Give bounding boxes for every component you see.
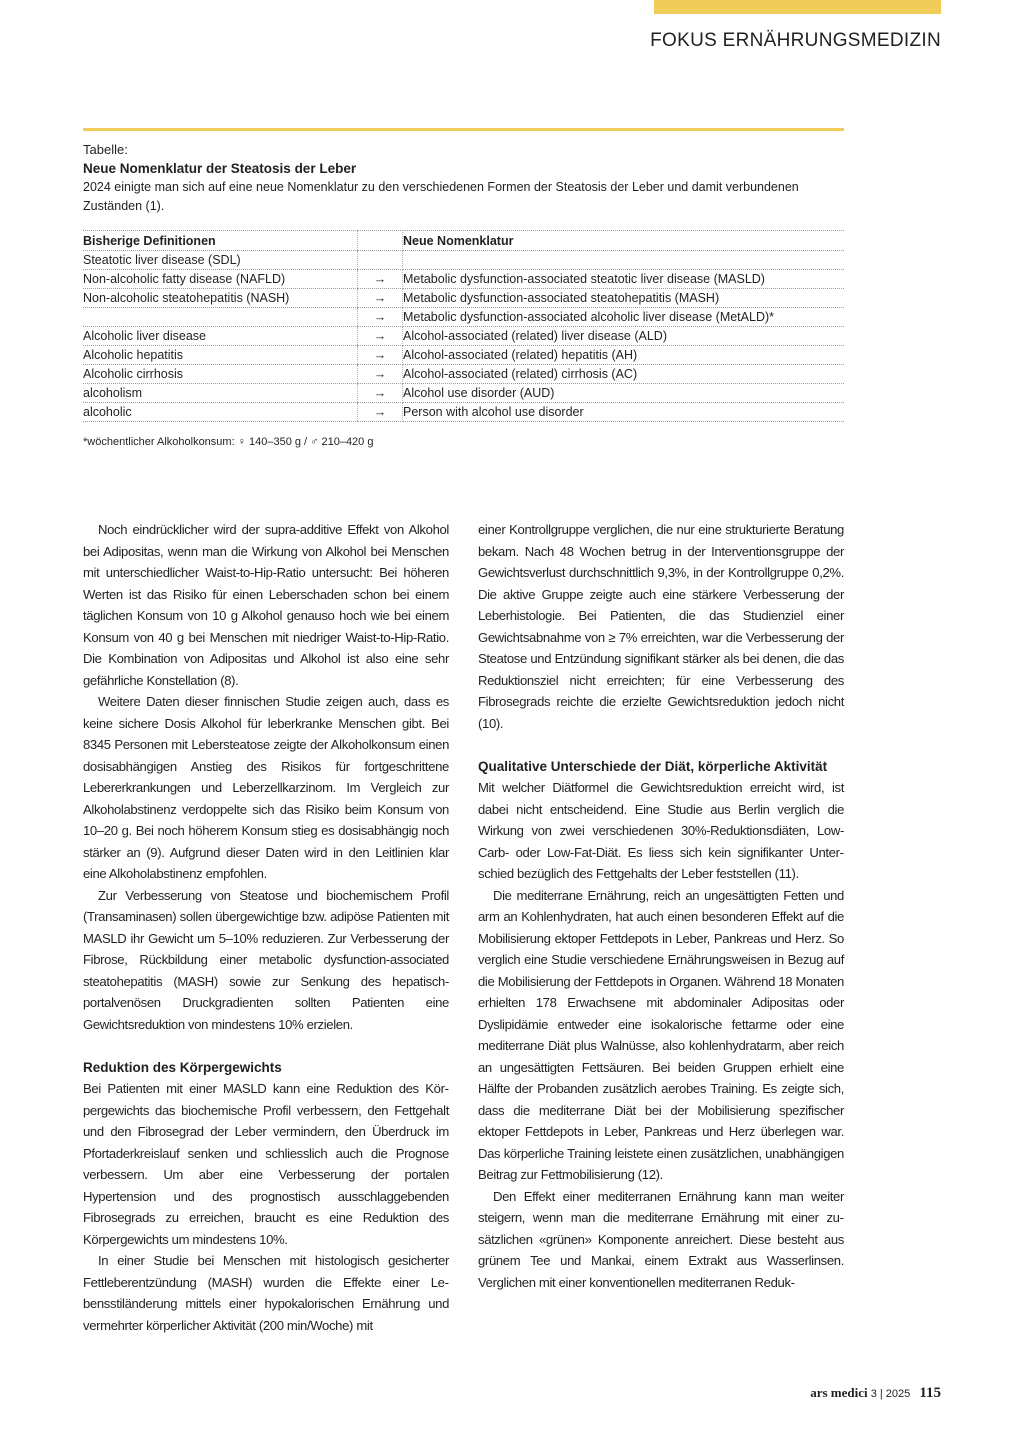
table-description: 2024 einigte man sich auf eine neue Nomenklatur zu den verschiedenen Formen der Steatosis der Leber und damit verbundenen Zuständen (1).: [83, 180, 799, 213]
body-column-right: [478, 519, 844, 1293]
table-row: [83, 403, 844, 422]
table-top-rule: [83, 128, 844, 131]
table-row: [83, 346, 844, 365]
column-header-new: Neue Nomenklatur: [403, 231, 845, 251]
paragraph: Zur Verbesserung von Steatose und biochemischem Profil (Transaminasen) sollen übergewichtige bzw. adipöse Patienten mit MASLD ihr Gewicht um 5–10% reduzieren. Zur Verbesserung der Fibrose, Rückbildung einer metabolic dysfunction-associated steatohepatitis (MASH) sowie zur Senkung des hepatisch-portalvenösen Druckgradienten sollten Patienten eine Gewichtsreduktion von mindestens 10% erzielen.: [83, 887, 449, 1032]
column-header-arrow: [358, 231, 403, 251]
header-accent-bar: [654, 0, 941, 14]
nomenclature-table: [83, 230, 844, 422]
arrow-icon: →: [358, 270, 403, 289]
body-column-left: [83, 519, 449, 1336]
table-header-row: [83, 231, 844, 251]
old-term: alcoholism: [83, 384, 358, 403]
old-term: [83, 308, 358, 327]
paragraph-spacer: [478, 734, 844, 756]
new-term: Alcohol use disorder (AUD): [403, 384, 845, 403]
table-row: [83, 289, 844, 308]
arrow-icon: →: [358, 384, 403, 403]
journal-name: ars medici: [810, 1385, 868, 1400]
old-term: Non-alcoholic steatohepatitis (NASH): [83, 289, 358, 308]
table-row: [83, 384, 844, 403]
arrow-icon: →: [358, 365, 403, 384]
page-number: 115: [919, 1385, 941, 1401]
old-term: alcoholic: [83, 403, 358, 422]
new-term: Person with alcohol use disorder: [403, 403, 845, 422]
arrow-icon: [358, 251, 403, 270]
paragraph: einer Kontrollgruppe verglichen, die nur eine strukturierte Beratung bekam. Nach 48 Wochen betrug in der Interventionsgruppe der Gewichtsverlust durchschnittlich 9,3%, in der Kontrollgruppe 0,2%. Die aktive Gruppe zeigte auch eine stärkere Verbesserung der Leberhistologie. Bei Patienten, die das Studienziel einer Gewichtsabnahme von ≥ 7% erreichten, war die Verbesserung der Steatose und Entzündung signifikant stärker als bei denen, die das Reduktionsziel nicht erreichten; für eine Verbesserung des Fibrosegrads reichte die erzielte Gewichtsreduktion jedoch nicht (10).: [478, 522, 844, 731]
new-term: Metabolic dysfunction-associated alcoholic liver disease (MetALD)*: [403, 308, 845, 327]
page-footer: [810, 1385, 941, 1402]
column-header-old: Bisherige Definitionen: [83, 231, 358, 251]
old-term: Non-alcoholic fatty disease (NAFLD): [83, 270, 358, 289]
nomenclature-table-box: [83, 128, 844, 448]
table-title: Neue Nomenklatur der Steatosis der Leber: [83, 161, 357, 176]
issue-number: 3 | 2025: [870, 1388, 911, 1400]
old-term: Steatotic liver disease (SDL): [83, 251, 358, 270]
table-footnote: *wöchentlicher Alkoholkonsum: ♀ 140–350 g / ♂ 210–420 g: [83, 436, 374, 448]
table-row: [83, 270, 844, 289]
paragraph: Noch eindrücklicher wird der supra-additive Effekt von Alkohol bei Adipositas, wenn man die Wirkung von Alkohol bei Menschen mit unterschiedlicher Waist-to-Hip-Ratio untersucht: Bei höheren Werten ist das Risiko für einen Leberschaden schon bei einem täglichen Konsum von 10 g Alkohol genauso hoch wie bei einem Konsum von 40 g bei Menschen mit niedriger Waist-to-Hip-Ratio. Die Kombination von Adipositas und Alkohol ist also eine sehr gefährliche Konstellation (8).: [83, 522, 449, 688]
new-term: Metabolic dysfunction-associated steatotic liver disease (MASLD): [403, 270, 845, 289]
new-term: Alcohol-associated (related) liver disease (ALD): [403, 327, 845, 346]
new-term: Alcohol-associated (related) cirrhosis (AC): [403, 365, 845, 384]
table-row: [83, 365, 844, 384]
section-title: FOKUS ERNÄHRUNGSMEDIZIN: [650, 30, 941, 51]
table-row: [83, 327, 844, 346]
arrow-icon: →: [358, 403, 403, 422]
paragraph: Die mediterrane Ernährung, reich an ungesättigten Fetten und arm an Kohlenhydraten, hat auch einen besonderen Effekt auf die Mobilisierung ektoper Fettdepots in Leber, Pankreas und Herz. So verglich eine Studie verschiedene Ernährungsweisen in Bezug auf die Mobilisierung der Fettdepots in Organen. Während 18 Monaten erhielten 178 Erwachsene mit abdominaler Adipositas oder Dyslipidämie entweder eine isokalorische fettarme oder eine mediterrane Diät plus Walnüsse, also kohlenhydratarm, aber reich an ungesättigten Fettsäuren. Bei beiden Gruppen erhielt eine Hälfte der Probanden zusätzlich aerobes Training. Es zeigte sich, dass die mediterrane Diät bei der Mobilisierung spezifischer ektoper Fettdepots in Leber, Pankreas und Herz überlegen war. Das körperliche Training leistete einen zusätzlichen, unabhängigen Beitrag zur Fettmobilisierung (12).: [478, 887, 844, 1182]
old-term: Alcoholic hepatitis: [83, 346, 358, 365]
paragraph: Mit welcher Diätformel die Gewichtsreduktion erreicht wird, ist dabei nicht entscheidend. Eine Studie aus Berlin verglich die Wirkung von zwei verschiedenen 30%-Reduktionsdiäten, Low-Carb- oder Low-Fat-Diät. Es liess sich kein signifikanter Unterschied bezüglich des Fettgehalts der Leber feststellen (11).: [478, 780, 844, 881]
new-term: Metabolic dysfunction-associated steatohepatitis (MASH): [403, 289, 845, 308]
paragraph-spacer: [83, 1035, 449, 1057]
table-kicker: Tabelle:: [83, 142, 128, 157]
arrow-icon: →: [358, 346, 403, 365]
arrow-icon: →: [358, 327, 403, 346]
paragraph: In einer Studie bei Menschen mit histologisch gesicherter Fettleberentzündung (MASH) wurden die Effekte einer Lebensstiländerung mittels einer hypokalorischen Ernährung und vermehrter körperlicher Aktivität (200 min/Woche) mit: [83, 1253, 449, 1333]
table-row: [83, 251, 844, 270]
old-term: Alcoholic liver disease: [83, 327, 358, 346]
new-term: [403, 251, 845, 270]
paragraph: Weitere Daten dieser finnischen Studie zeigen auch, dass es keine sichere Dosis Alkohol für leberkranke Menschen gibt. Bei 8345 Personen mit Lebersteatose zeigte der Alkoholkonsum einen dosisabhängigen Anstieg des Risikos für fortgeschrittene Lebererkrankungen und Leberzellkarzinom. Im Vergleich zur Alkoholabstinenz verdoppelte sich das Risiko beim Konsum von 10–20 g. Bei noch höherem Konsum stieg es dosisabhängig noch stärker an (9). Aufgrund dieser Daten wird in den Leitlinien klar eine Alkoholabstinenz empfohlen.: [83, 694, 449, 881]
arrow-icon: →: [358, 308, 403, 327]
section-heading: Reduktion des Körpergewichts: [83, 1059, 282, 1075]
paragraph: Bei Patienten mit einer MASLD kann eine Reduktion des Körpergewichts das biochemische Profil verbessern, den Fettgehalt und den Fibrosegrad der Leber vermindern, den Überdruck im Pfortaderkreislauf senken und schliesslich auch die Prognose verbessern. Um aber eine Verbesserung der portalen Hypertension und des prognostisch ausschlaggebenden Fibrosegrads zu erreichen, braucht es eine Reduktion des Körpergewichts um mindestens 10%.: [83, 1081, 449, 1247]
paragraph: Den Effekt einer mediterranen Ernährung kann man weiter steigern, wenn man die mediterrane Ernährung mit einer zusätzlichen «grünen» Komponente anreichert. Diese besteht aus grünem Tee und Mankai, einem Extrakt aus Wasserlinsen. Verglichen mit einer konventionellen mediterranen Reduk-: [478, 1188, 844, 1290]
old-term: Alcoholic cirrhosis: [83, 365, 358, 384]
arrow-icon: →: [358, 289, 403, 308]
table-row: [83, 308, 844, 327]
section-heading: Qualitative Unterschiede der Diät, körperliche Aktivität: [478, 758, 828, 774]
new-term: Alcohol-associated (related) hepatitis (AH): [403, 346, 845, 365]
